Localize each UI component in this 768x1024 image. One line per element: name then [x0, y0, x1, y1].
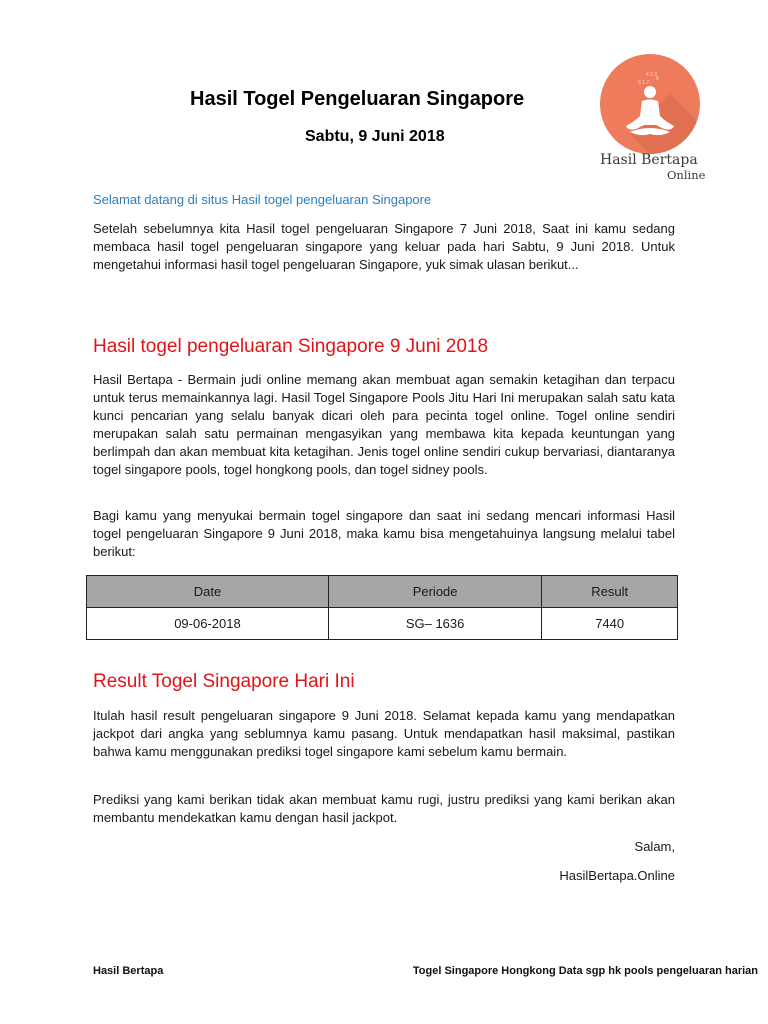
section1-paragraph-1: Hasil Bertapa - Bermain judi online memang akan membuat agan semakin ketagihan dan terpacu untuk terus memainkannya lagi. Hasil Togel Singapore Pools Jitu Hari Ini merupakan salah satu kata kunci pencarian yang selalu banyak dicari oleh para pecinta togel online. Togel online sendiri merupakan salah satu permainan mengasyikan yang membawa kita kepada keuntungan yang berlimpah dan akan membuat kita ketagihan. Jenis togel online sendiri cukup bervariasi, diantaranya togel singapore pools, togel hongkong pools, dan togel sidney pools. [93, 372, 675, 477]
logo-brand: Hasil Bertapa [600, 152, 698, 168]
svg-text:9: 9 [656, 76, 659, 82]
table-row [87, 608, 678, 640]
results-table [86, 575, 678, 640]
column-header-date: Date [87, 576, 329, 608]
signoff-greeting: Salam, [634, 839, 675, 854]
footer-left: Hasil Bertapa [93, 965, 164, 977]
section2-paragraph-2: Prediksi yang kami berikan tidak akan membuat kamu rugi, justru prediksi yang kami berikan akan membantu mendekatkan kamu dengan hasil jackpot. [93, 792, 675, 825]
svg-text:4 3 2: 4 3 2 [646, 72, 658, 78]
cell-periode: SG– 1636 [328, 608, 541, 640]
column-header-result: Result [542, 576, 678, 608]
cell-date: 09-06-2018 [87, 608, 329, 640]
signoff-signature: HasilBertapa.Online [559, 868, 675, 883]
svg-text:5 1 7: 5 1 7 [638, 80, 650, 86]
welcome-text: Selamat datang di situs Hasil togel pengeluaran Singapore [93, 192, 432, 207]
page-date: Sabtu, 9 Juni 2018 [305, 128, 445, 145]
table-header-row [87, 576, 678, 608]
section1-paragraph-2: Bagi kamu yang menyukai bermain togel singapore dan saat ini sedang mencari informasi Hasil togel pengeluaran Singapore 9 Juni 2018, maka kamu bisa mengetahuinya langsung melalui tabel berikut: [93, 508, 675, 559]
page-title: Hasil Togel Pengeluaran Singapore [190, 88, 525, 110]
cell-result: 7440 [542, 608, 678, 640]
footer-right: Togel Singapore Hongkong Data sgp hk pools pengeluaran harian [412, 965, 758, 977]
meditation-icon [600, 54, 700, 154]
column-header-periode: Periode [328, 576, 541, 608]
section2-paragraph-1: Itulah hasil result pengeluaran singapore 9 Juni 2018. Selamat kepada kamu yang mendapatkan jackpot dari angka yang seblumnya kamu pasang. Untuk mendapatkan hasil maksimal, pastikan bahwa kamu menggunakan prediksi togel singapore kami sebelum kamu bermain. [93, 708, 675, 759]
site-logo [580, 48, 730, 188]
logo-circle [600, 54, 700, 154]
section1-heading: Hasil togel pengeluaran Singapore 9 Juni 2018 [93, 336, 489, 357]
section2-heading: Result Togel Singapore Hari Ini [93, 671, 355, 692]
intro-paragraph: Setelah sebelumnya kita Hasil togel pengeluaran Singapore 7 Juni 2018, Saat ini kamu sedang membaca hasil togel pengeluaran singapore yang keluar pada hari Sabtu, 9 Juni 2018. Untuk mengetahui informasi hasil togel pengeluaran Singapore, yuk simak ulasan berikut... [93, 221, 675, 272]
logo-sub: Online [667, 168, 706, 182]
